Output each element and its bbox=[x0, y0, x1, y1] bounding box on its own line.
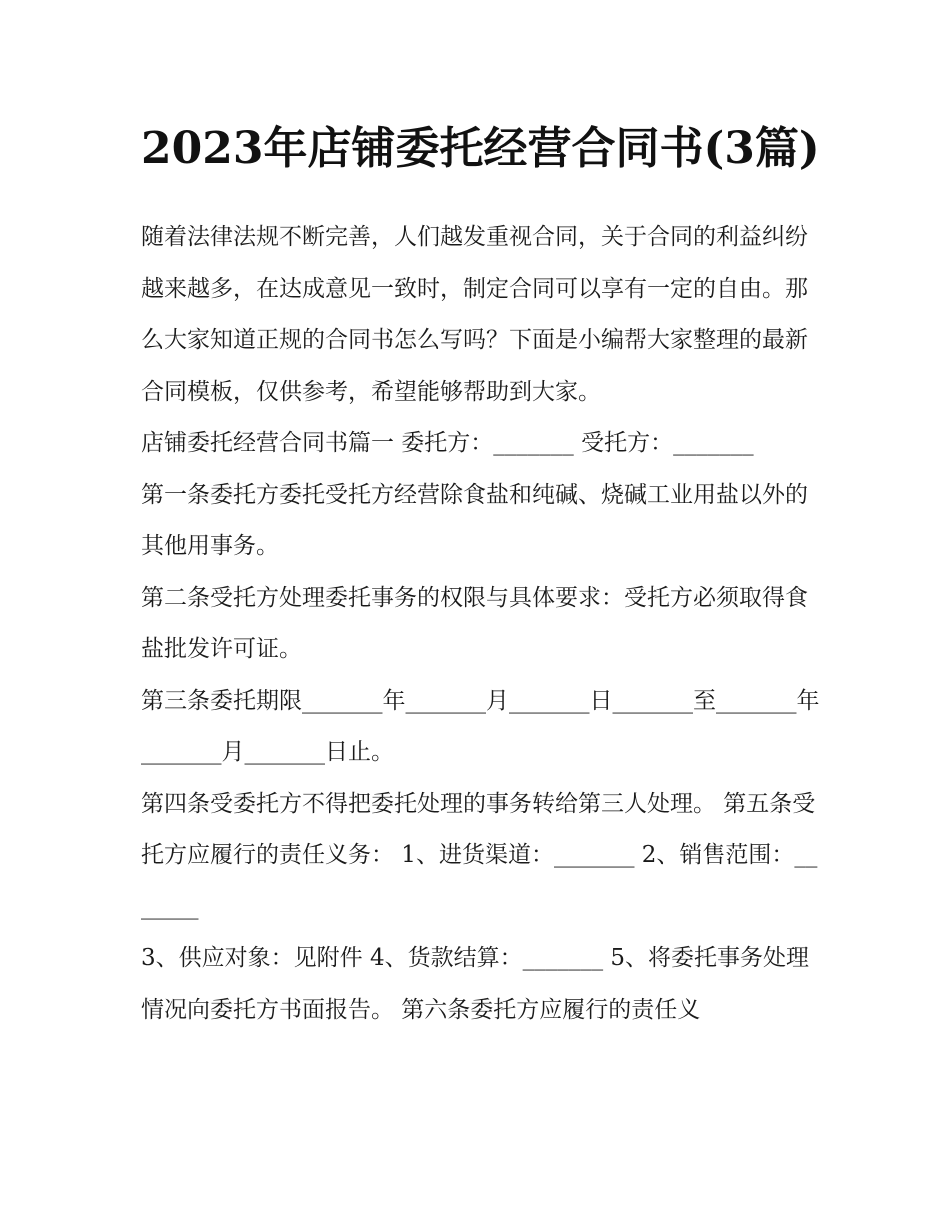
contract-header-parties: 店铺委托经营合同书篇一 委托方：_______ 受托方：_______ bbox=[141, 430, 754, 456]
article-4-5: 第四条受委托方不得把委托处理的事务转给第三人处理。 第五条受托方应履行的责任义务： 1、进货渠道：_______ 2、销售范围：_______ bbox=[141, 790, 818, 920]
article-5-6: 3、供应对象：见附件 4、货款结算：_______ 5、将委托事务处理情况向委托方书面报告。 第六条委托方应履行的责任义 bbox=[141, 945, 810, 1023]
article-3-term: 第三条委托期限_______年_______月_______日_______至_______年_______月_______日止。 bbox=[141, 687, 820, 765]
article-1: 第一条委托方委托受托方经营除食盐和纯碱、烧碱工业用盐以外的其他用事务。 bbox=[141, 481, 808, 559]
page-title: 2023年店铺委托经营合同书(3篇) bbox=[141, 123, 820, 174]
intro-paragraph: 随着法律法规不断完善，人们越发重视合同，关于合同的利益纠纷越来越多，在达成意见一致时，制定合同可以享有一定的自由。那么大家知道正规的合同书怎么写吗？下面是小编帮大家整理的最新合同模板，仅供参考，希望能够帮助到大家。 bbox=[141, 224, 808, 405]
document-body bbox=[141, 112, 821, 1036]
article-2: 第二条受托方处理委托事务的权限与具体要求：受托方必须取得食盐批发许可证。 bbox=[141, 584, 808, 662]
